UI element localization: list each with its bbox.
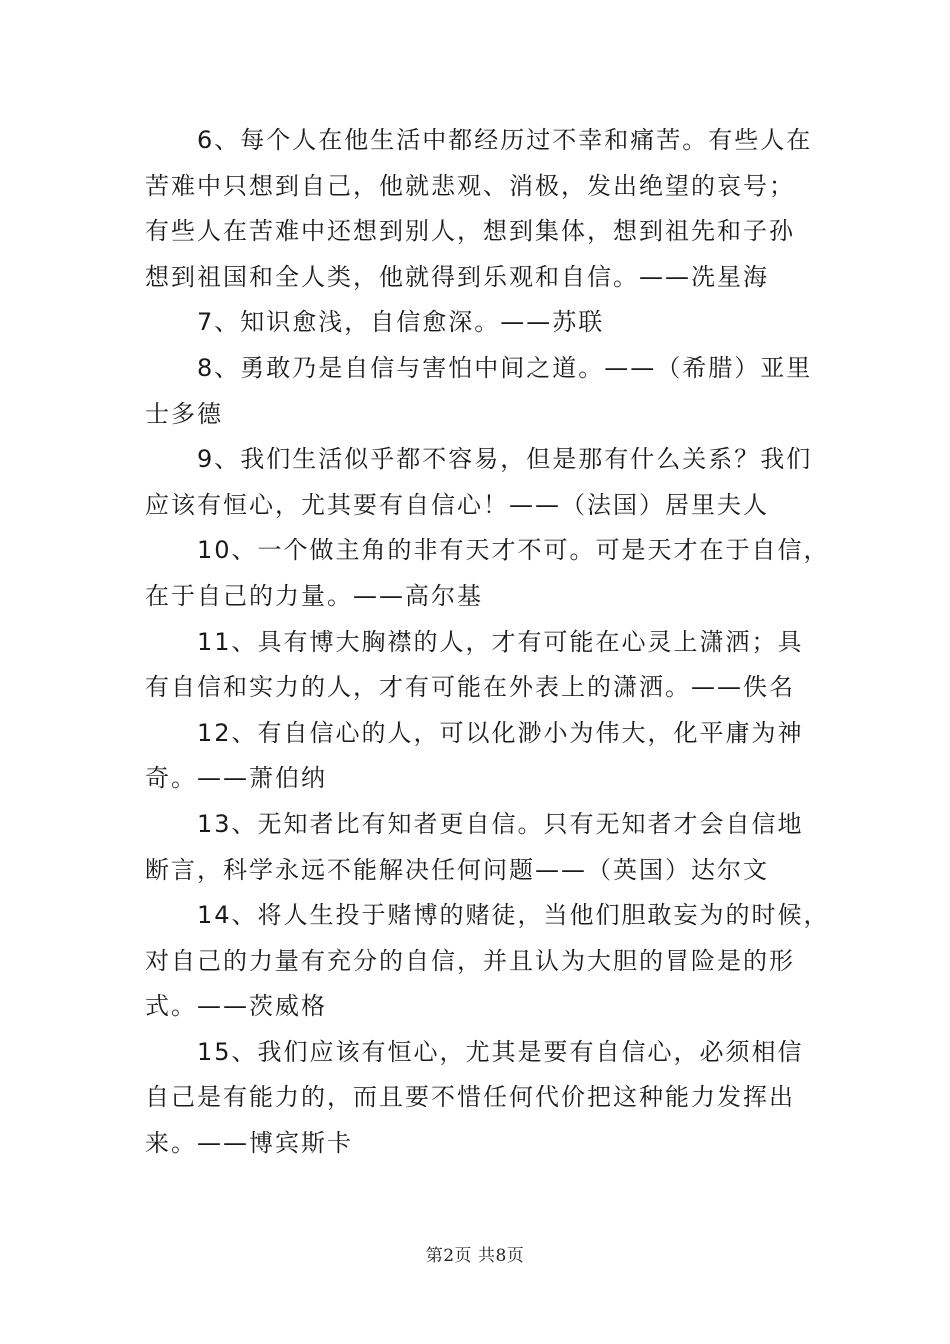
text-line: 奇。——萧伯纳 — [145, 764, 327, 793]
text-line: 自己是有能力的，而且要不惜任何代价把这种能力发挥出 — [145, 1083, 795, 1112]
text-line: 士多德 — [145, 399, 223, 428]
text-line: 有自信和实力的人，才有可能在外表上的潇洒。——佚名 — [145, 673, 795, 702]
quote-paragraph — [145, 528, 830, 619]
text-line: 对自己的力量有充分的自信，并且认为大胆的冒险是的形 — [145, 946, 795, 975]
text-line: 6、每个人在他生活中都经历过不幸和痛苦。有些人在 — [197, 126, 813, 154]
quote-paragraph — [145, 620, 810, 711]
text-line: 13、无知者比有知者更自信。只有无知者才会自信地 — [197, 809, 804, 838]
quote-paragraph — [145, 1030, 810, 1167]
text-line: 8、勇敢乃是自信与害怕中间之道。——（希腊）亚里 — [197, 353, 813, 382]
document-body — [145, 118, 830, 1167]
text-line: 14、将人生投于赌博的赌徒，当他们胆敢妄为的时候， — [197, 901, 830, 930]
page-footer: 第2页 共8页 — [425, 1246, 525, 1266]
text-line: 7、知识愈浅，自信愈深。——苏联 — [197, 308, 605, 337]
quote-paragraph — [145, 300, 810, 346]
text-line: 应该有恒心，尤其要有自信心！——（法国）居里夫人 — [145, 490, 769, 519]
quote-paragraph — [145, 711, 810, 802]
text-line: 9、我们生活似乎都不容易，但是那有什么关系？我们 — [197, 445, 813, 474]
text-line: 在于自己的力量。——高尔基 — [145, 581, 483, 610]
quote-paragraph — [145, 118, 813, 300]
quote-paragraph — [145, 802, 810, 893]
text-line: 来。——博宾斯卡 — [145, 1129, 353, 1158]
text-line: 11、具有博大胸襟的人，才有可能在心灵上潇洒；具 — [197, 627, 804, 656]
quote-paragraph — [145, 893, 830, 1030]
quote-paragraph — [145, 346, 813, 437]
text-line: 15、我们应该有恒心，尤其是要有自信心，必须相信 — [197, 1037, 804, 1066]
text-line: 想到祖国和全人类，他就得到乐观和自信。——冼星海 — [145, 262, 769, 291]
text-line: 12、有自信心的人，可以化渺小为伟大，化平庸为神 — [197, 718, 804, 747]
quote-paragraph — [145, 437, 813, 528]
text-line: 断言，科学永远不能解决任何问题——（英国）达尔文 — [145, 855, 769, 884]
text-line: 式。——茨威格 — [145, 992, 327, 1021]
text-line: 苦难中只想到自己，他就悲观、消极，发出绝望的哀号； — [145, 171, 795, 200]
text-line: 10、一个做主角的非有天才不可。可是天才在于自信， — [197, 536, 830, 565]
text-line: 有些人在苦难中还想到别人，想到集体，想到祖先和子孙 — [145, 217, 795, 246]
